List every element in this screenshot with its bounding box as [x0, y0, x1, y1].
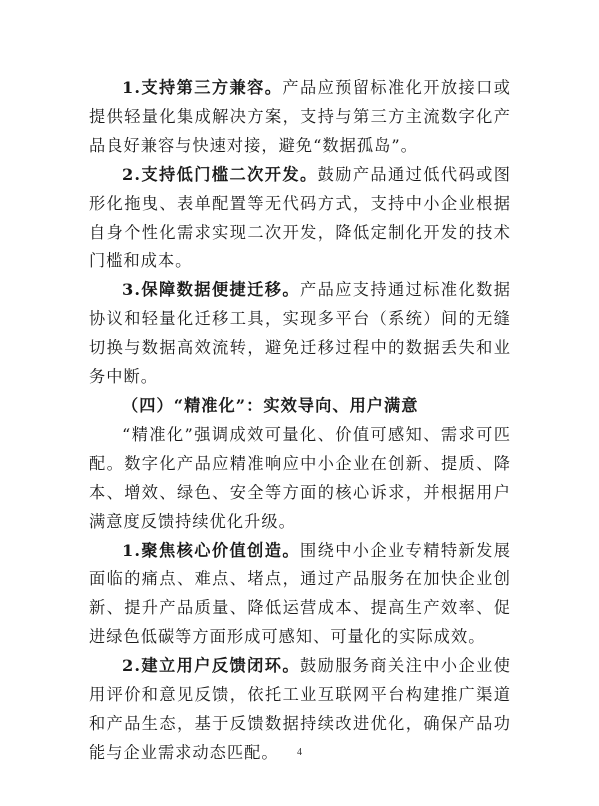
paragraph-body: 产品应预留标准化开放接口或提供轻量化集成解决方案，支持与第三方主流数字化产品良好兼容与快速对接，避免“数据孤岛”。 [89, 78, 511, 155]
paragraph-low-code-dev [89, 161, 511, 277]
section-heading: （四）“精准化”：实效导向、用户满意 [122, 395, 419, 415]
paragraph-lead: 2.支持低门槛二次开发。 [122, 164, 318, 184]
paragraph-lead: 2.建立用户反馈闭环。 [122, 656, 300, 676]
paragraph-body: 鼓励产品通过低代码或图形化拖曳、表单配置等无代码方式，支持中小企业根据自身个性化需求实现二次开发，降低定制化开发的技术门槛和成本。 [89, 164, 511, 271]
paragraph-body: 围绕中小企业专精特新发展面临的痛点、难点、堵点，通过产品服务在加快企业创新、提升产品质量、降低运营成本、提高生产效率、促进绿色低碳等方面形成可感知、可量化的实际成效。 [89, 540, 511, 647]
paragraph-lead: 3.保障数据便捷迁移。 [122, 280, 300, 300]
paragraph-core-value [89, 537, 511, 653]
paragraph-body: 产品应支持通过标准化数据协议和轻量化迁移工具，实现多平台（系统）间的无缝切换与数据高效流转，避免迁移过程中的数据丢失和业务中断。 [89, 280, 511, 387]
paragraph-lead: 1.支持第三方兼容。 [122, 78, 283, 97]
page-number: 4 [297, 747, 302, 758]
section-intro: “精准化”强调成效可量化、价值可感知、需求可匹配。数字化产品应精准响应中小企业在创新、提质、降本、增效、绿色、安全等方面的核心诉求，并根据用户满意度反馈持续优化升级。 [89, 424, 511, 531]
paragraph-body: 鼓励服务商关注中小企业使用评价和意见反馈，依托工业互联网平台构建推广渠道和产品生态，基于反馈数据持续改进优化，确保产品功能与企业需求动态匹配。 [89, 656, 511, 762]
paragraph-data-migration [89, 276, 511, 392]
paragraph-third-party-compat [89, 74, 511, 161]
paragraph-lead: 1.聚焦核心价值创造。 [122, 540, 300, 560]
